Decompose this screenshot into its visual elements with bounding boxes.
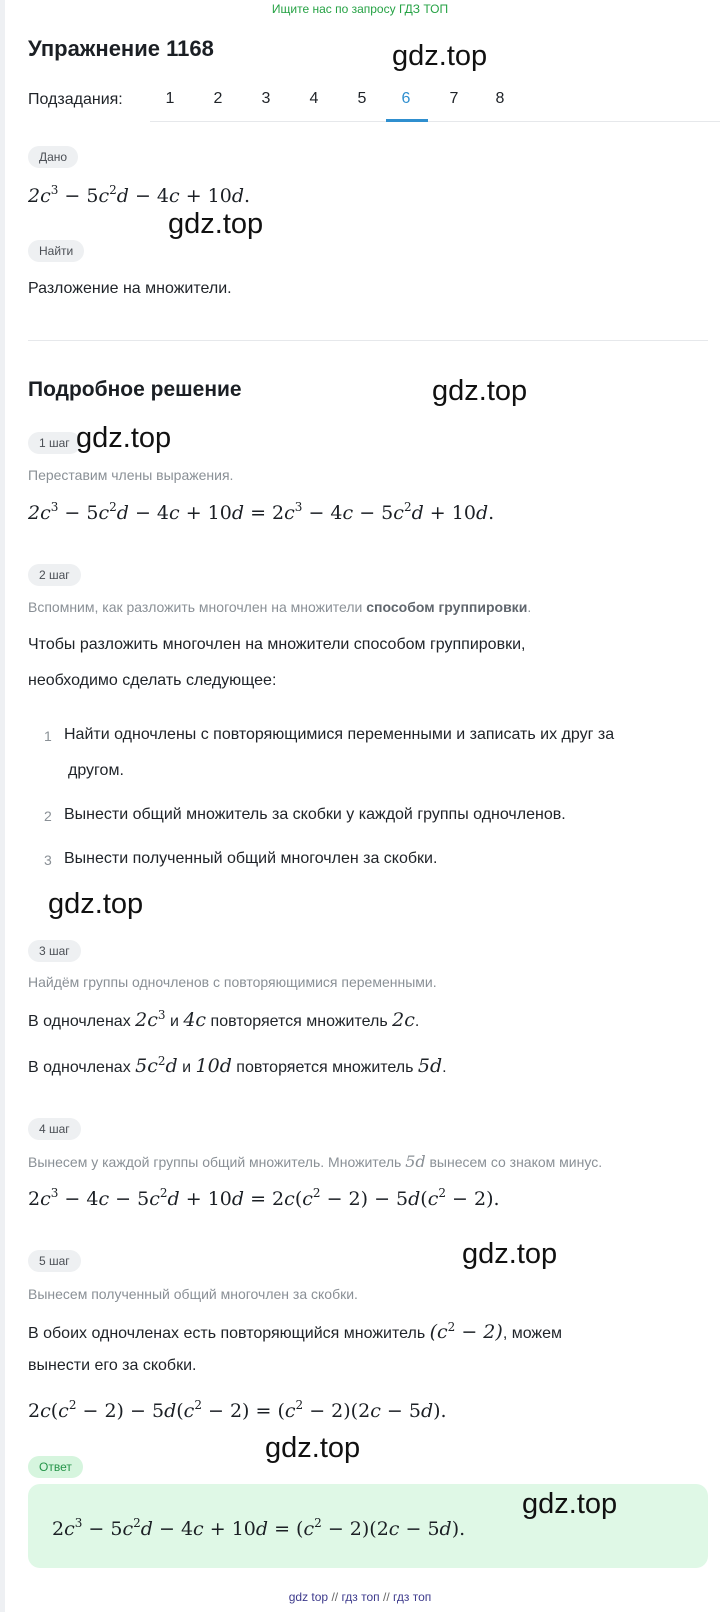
footer-link[interactable]: гдз топ [341,1590,380,1604]
top-banner[interactable]: Ищите нас по запросу ГДЗ ТОП [271,2,449,16]
step-5-line-2: вынести его за скобки. [28,1357,197,1374]
step-3-line-1: В одночленах $2c^3$ и 4c повторяется множитель 2c. [28,1008,420,1031]
step-5-badge: 5 шаг [28,1250,81,1272]
step-2-badge: 2 шаг [28,564,81,586]
list-number: 3 [44,852,52,868]
tab-8[interactable]: 8 [495,90,505,107]
step-5-line-1: В обоих одночленах есть повторяющийся множитель $(c^2 - 2)$, можем [28,1320,563,1343]
active-tab-indicator [386,119,428,122]
tab-1[interactable]: 1 [165,90,175,107]
section-title: Подробное решение [28,378,242,401]
footer-link[interactable]: gdz top [288,1590,329,1604]
subtasks-label: Подзадания: [28,91,123,108]
footer-link[interactable]: гдз топ [393,1590,432,1604]
watermark: gdz.top [265,1432,361,1464]
step-3-line-2: В одночленах $5c^2d$ и 10d повторяется множитель 5d. [28,1054,447,1077]
tab-7[interactable]: 7 [449,90,459,107]
step-5-hint: Вынесем полученный общий многочлен за скобки. [28,1286,358,1302]
step-1-formula: $2c^3 - 5c^2d - 4c + 10d = 2c^3 - 4c - 5c^2d + 10d$. [28,500,495,524]
step-5-formula: $2c(c^2 - 2) - 5d(c^2 - 2) = (c^2 - 2)(2c - 5d)$. [28,1398,447,1422]
tab-4[interactable]: 4 [309,90,319,107]
step-1-badge: 1 шаг [28,432,81,454]
watermark: gdz.top [462,1238,558,1270]
left-edge-bar [0,0,5,1612]
step-2-line-2: необходимо сделать следующее: [28,672,277,689]
divider [28,340,708,341]
list-number: 1 [44,728,52,744]
tab-6[interactable]: 6 [401,90,411,107]
subtask-tabs [150,80,720,122]
tab-2[interactable]: 2 [213,90,223,107]
step-4-hint: Вынесем у каждой группы общий множитель. Множитель 5d вынесем со знаком минус. [28,1152,603,1171]
watermark: gdz.top [168,208,264,240]
given-badge: Дано [28,146,78,168]
page-title: Упражнение 1168 [28,36,214,61]
tab-5[interactable]: 5 [357,90,367,107]
list-item-2: Вынести общий множитель за скобки у каждой группы одночленов. [64,806,566,823]
watermark: gdz.top [392,40,488,72]
find-text: Разложение на множители. [28,280,232,297]
step-2-line-1: Чтобы разложить многочлен на множители способом группировки, [28,636,526,653]
footer-links [0,1590,720,1604]
list-item-1-line-1: Найти одночлены с повторяющимися переменными и записать их друг за [64,726,615,743]
tab-3[interactable]: 3 [261,90,271,107]
step-3-badge: 3 шаг [28,940,81,962]
step-1-hint: Переставим члены выражения. [28,467,234,483]
answer-formula: $2c^3 - 5c^2d - 4c + 10d = (c^2 - 2)(2c - 5d)$. [52,1516,466,1540]
watermark: gdz.top [522,1488,618,1520]
list-number: 2 [44,808,52,824]
watermark: gdz.top [48,888,144,920]
watermark: gdz.top [432,375,528,407]
list-item-3: Вынести полученный общий многочлен за скобки. [64,850,438,867]
step-4-formula: $2c^3 - 4c - 5c^2d + 10d = 2c(c^2 - 2) - 5d(c^2 - 2)$. [28,1186,500,1210]
step-4-badge: 4 шаг [28,1118,81,1140]
footer-sep: // [383,1590,390,1604]
answer-badge: Ответ [28,1456,83,1478]
find-badge: Найти [28,240,84,262]
given-expression: $2c^3 - 5c^2d - 4c + 10d$. [28,183,251,207]
watermark: gdz.top [76,422,172,454]
step-2-hint: Вспомним, как разложить многочлен на множители способом группировки. [28,599,532,615]
step-3-hint: Найдём группы одночленов с повторяющимися переменными. [28,974,437,990]
list-item-1-line-2: другом. [68,762,124,779]
footer-sep: // [331,1590,339,1604]
